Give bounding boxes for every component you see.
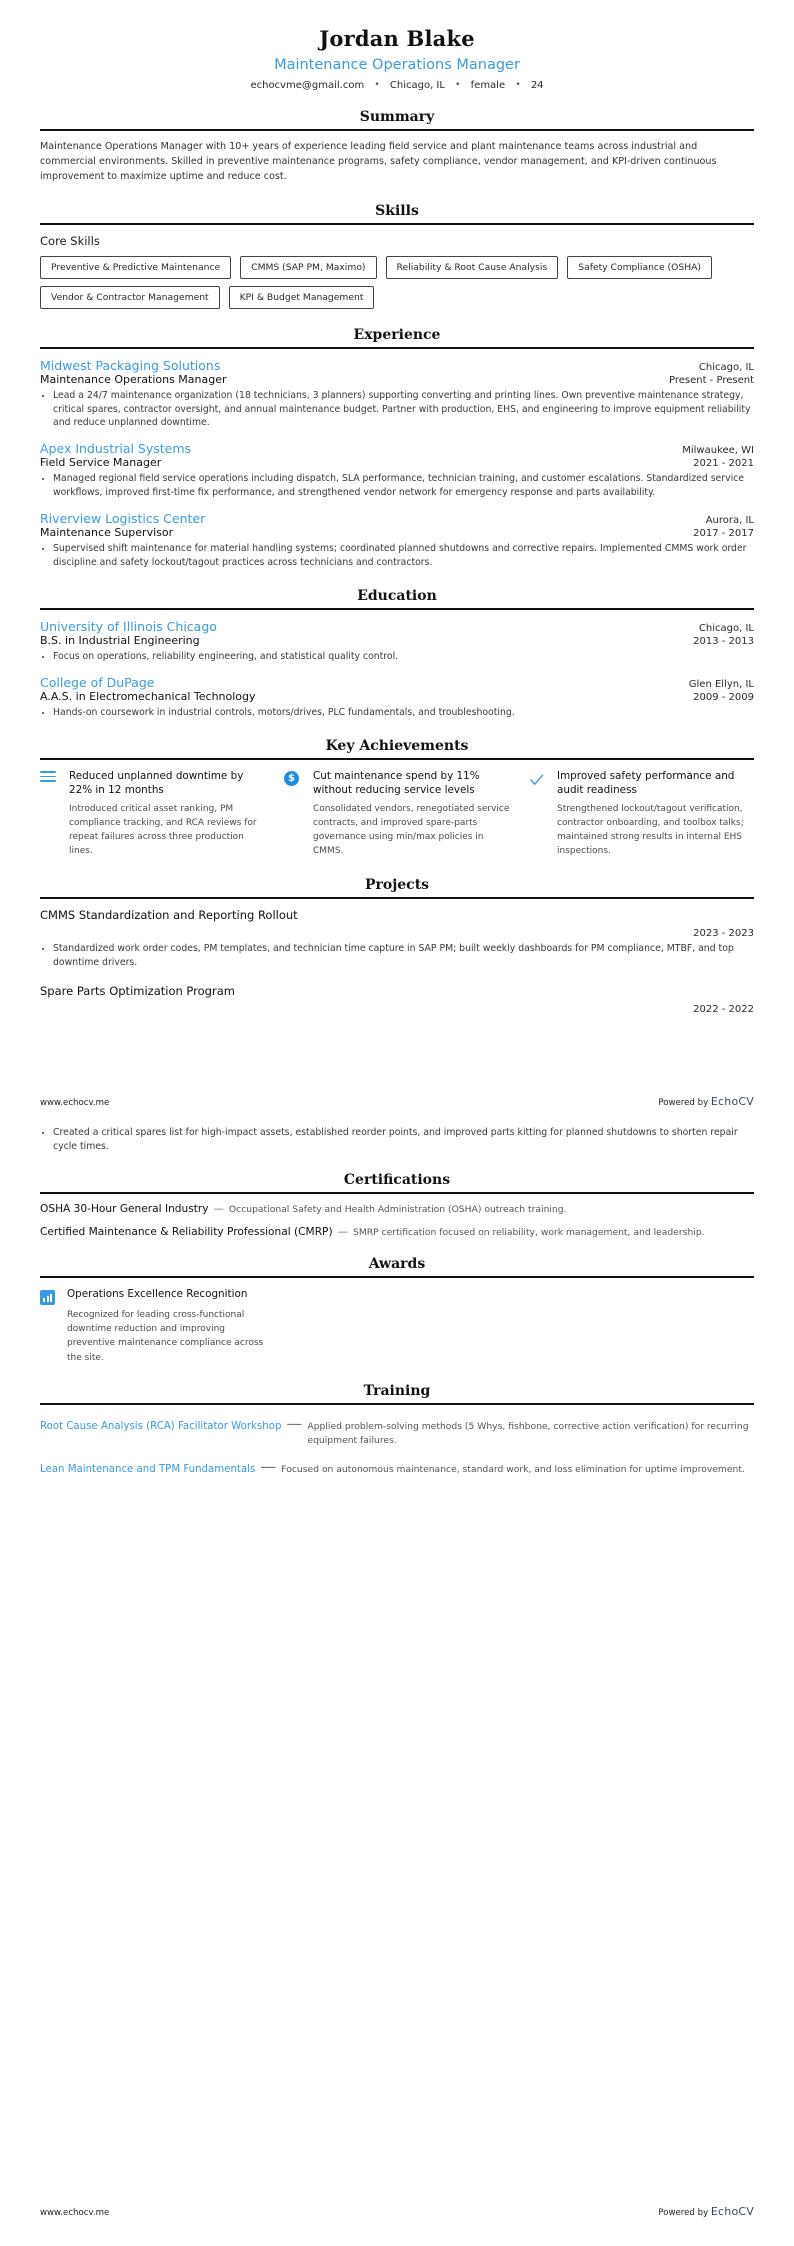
bullet-item: • Lead a 24/7 maintenance organization (18 technicians, 3 planners) supporting converting and printing lines. Own preventive maintenance strategy, critical spares, contractor oversight, and annual maintenance budget. Partner with production, EHS, and engineering to improve equipment reliability and reduce unplanned downtime. [53,389,754,431]
project-title: Spare Parts Optimization Program [40,983,235,998]
education-degree: B.S. in Industrial Engineering [40,634,200,648]
achievement-item [528,769,754,859]
skill-chip: Preventive & Predictive Maintenance [40,256,231,279]
education-dates: 2013 - 2013 [693,636,754,648]
education-bullets [40,706,754,720]
contact-separator-icon: • [455,80,461,90]
experience-bullets [40,472,754,500]
brand-name: EchoCV [710,2205,754,2218]
section-education [40,588,754,720]
achievement-item [284,769,510,859]
check-icon [528,769,548,859]
training-title[interactable]: Root Cause Analysis (RCA) Facilitator Workshop [40,1421,282,1433]
list-lines-icon [40,769,60,859]
powered-by-label: Powered by [658,1098,709,1108]
bullet-item: • Focus on operations, reliability engineering, and statistical quality control. [53,650,754,664]
experience-bullets [40,542,754,570]
certification-item [40,1203,754,1215]
contact-separator-icon: • [374,80,380,90]
section-rule [40,129,754,131]
education-institution[interactable]: College of DuPage [40,675,155,691]
section-rule [40,608,754,610]
experience-role: Field Service Manager [40,456,162,470]
section-rule [40,897,754,899]
footer-powered-by [658,2205,754,2218]
experience-dates: 2021 - 2021 [693,458,754,470]
skill-chip: Safety Compliance (OSHA) [567,256,712,279]
awards-grid [40,1287,754,1366]
bullet-item: • Managed regional field service operations including dispatch, SLA performance, technician training, and customer escalations. Standardized service workflows, improved first-time fix performance, and strengthened vendor network for emergency response and parts availability. [53,472,754,500]
bullet-item: • Standardized work order codes, PM templates, and technician time capture in SAP PM; built weekly dashboards for PM compliance, MTBF, and top downtime drivers. [53,942,754,970]
education-location: Chicago, IL [698,623,754,635]
project-item [40,908,754,970]
project-dates: 2023 - 2023 [693,927,754,939]
section-title: Education [357,588,437,605]
skills-group-title: Core Skills [40,233,100,248]
dash-separator-icon: — [337,1225,348,1238]
section-key-achievements [40,738,754,859]
section-title: Experience [353,326,441,343]
contact-line [40,80,754,91]
education-entry [40,675,754,720]
achievement-item [40,769,266,859]
education-dates: 2009 - 2009 [693,692,754,704]
section-rule [40,223,754,225]
training-description: Applied problem-solving methods (5 Whys, fishbone, corrective action verification) for recurring equipment failures. [307,1421,749,1446]
experience-entry [40,511,754,570]
brand-name: EchoCV [710,1095,754,1108]
section-experience [40,327,754,571]
footer-url[interactable]: www.echocv.me [40,2208,110,2218]
section-title: Projects [364,876,430,893]
education-institution[interactable]: University of Illinois Chicago [40,619,217,635]
certification-description: SMRP certification focused on reliability, work management, and leadership. [352,1226,705,1238]
dash-separator-icon: — [260,1456,277,1476]
section-rule [40,1276,754,1278]
section-projects [40,877,754,1154]
bullet-item: • Hands-on coursework in industrial controls, motors/drives, PLC fundamentals, and troubleshooting. [53,706,754,720]
footer-url[interactable]: www.echocv.me [40,1098,110,1108]
experience-location: Aurora, IL [705,515,754,527]
education-bullets [40,650,754,664]
contact-separator-icon: • [515,80,521,90]
achievement-description: Strengthened lockout/tagout verification, contractor onboarding, and toolbox talks; maintained strong results in internal EHS inspections. [557,804,744,856]
section-training [40,1383,754,1476]
section-summary [40,109,754,185]
dash-separator-icon: — [286,1414,303,1434]
training-description: Focused on autonomous maintenance, standard work, and loss elimination for uptime improvement. [281,1463,745,1475]
project-bullets [40,1126,754,1154]
section-certifications [40,1172,754,1238]
page-footer [40,2205,754,2218]
dollar-circle-icon: $ [284,769,304,859]
powered-by-label: Powered by [658,2208,709,2218]
bullet-item: • Supervised shift maintenance for material handling systems; coordinated planned shutdowns and corrective repairs. Implemented CMMS work order discipline and safety lockout/tagout practices across technicians and contractors. [53,542,754,570]
section-title: Training [363,1383,431,1400]
project-item [40,984,754,1154]
project-bullets [40,942,754,970]
certification-name: OSHA 30-Hour General Industry [40,1202,209,1215]
skill-chip: CMMS (SAP PM, Maximo) [240,256,376,279]
certification-description: Occupational Safety and Health Administration (OSHA) outreach training. [228,1203,567,1215]
experience-role: Maintenance Supervisor [40,526,174,540]
experience-location: Chicago, IL [698,361,754,373]
education-degree: A.A.S. in Electromechanical Technology [40,690,256,704]
training-item [40,1457,754,1476]
skill-chip: Vendor & Contractor Management [40,286,220,309]
achievement-description: Consolidated vendors, renegotiated service contracts, and improved spare-parts governance using min/max policies in CMMS. [313,804,510,856]
section-rule [40,347,754,349]
award-item [40,1287,276,1366]
candidate-name: Jordan Blake [319,26,475,51]
experience-organization[interactable]: Midwest Packaging Solutions [40,357,221,373]
section-title: Awards [368,1255,426,1272]
award-title: Operations Excellence Recognition [67,1287,248,1300]
summary-text: Maintenance Operations Manager with 10+ years of experience leading field service and plant maintenance teams across industrial and commercial environments. Skilled in preventive maintenance programs, safety compliance, vendor management, and KPI-driven continuous improvement to maximize uptime and reduce cost. [40,141,717,182]
candidate-headline: Maintenance Operations Manager [274,57,520,73]
section-rule [40,758,754,760]
section-title: Summary [359,109,435,125]
section-rule [40,1192,754,1194]
experience-role: Maintenance Operations Manager [40,372,227,386]
section-awards [40,1256,754,1366]
dash-separator-icon: — [213,1202,224,1215]
skill-chip: Reliability & Root Cause Analysis [386,256,559,279]
experience-bullets [40,389,754,431]
experience-organization[interactable]: Apex Industrial Systems [40,441,192,457]
section-title: Skills [375,202,419,219]
achievement-title: Cut maintenance spend by 11% without reducing service levels [313,770,480,797]
education-location: Glen Ellyn, IL [688,679,754,691]
footer-powered-by [658,1095,754,1108]
achievement-description: Introduced critical asset ranking, PM compliance tracking, and RCA reviews for repeat failures across three production lines. [69,804,257,856]
experience-entry [40,441,754,500]
section-title: Certifications [343,1171,451,1188]
training-title[interactable]: Lean Maintenance and TPM Fundamentals [40,1463,256,1475]
resume-header [40,0,754,91]
bar-chart-badge-icon [40,1287,58,1366]
achievement-title: Improved safety performance and audit readiness [557,770,735,797]
skills-chip-list [40,256,754,309]
experience-entry [40,358,754,431]
achievements-grid [40,769,754,859]
section-title: Key Achievements [325,738,469,755]
contact-email[interactable]: echocvme@gmail.com [250,80,365,91]
achievement-title: Reduced unplanned downtime by 22% in 12 months [69,770,244,797]
experience-organization[interactable]: Riverview Logistics Center [40,511,206,527]
project-title: CMMS Standardization and Reporting Rollout [40,907,298,922]
certification-item [40,1226,754,1238]
experience-location: Milwaukee, WI [682,445,754,457]
section-skills [40,203,754,309]
bullet-item: • Created a critical spares list for high-impact assets, established reorder points, and improved parts kitting for planned shutdowns to shorten repair cycle times. [53,1126,754,1154]
experience-dates: Present - Present [668,374,754,386]
award-description: Recognized for leading cross-functional downtime reduction and improving preventive maintenance compliance across the site. [67,1309,264,1363]
project-dates: 2022 - 2022 [693,1003,754,1015]
certification-name: Certified Maintenance & Reliability Professional (CMRP) [40,1225,333,1238]
contact-age: 24 [530,80,544,91]
skill-chip: KPI & Budget Management [229,286,375,309]
section-rule [40,1403,754,1405]
contact-location: Chicago, IL [389,80,445,91]
experience-dates: 2017 - 2017 [693,528,754,540]
education-entry [40,619,754,664]
page-footer [40,1095,754,1108]
training-item [40,1414,754,1447]
contact-gender: female [470,80,506,91]
